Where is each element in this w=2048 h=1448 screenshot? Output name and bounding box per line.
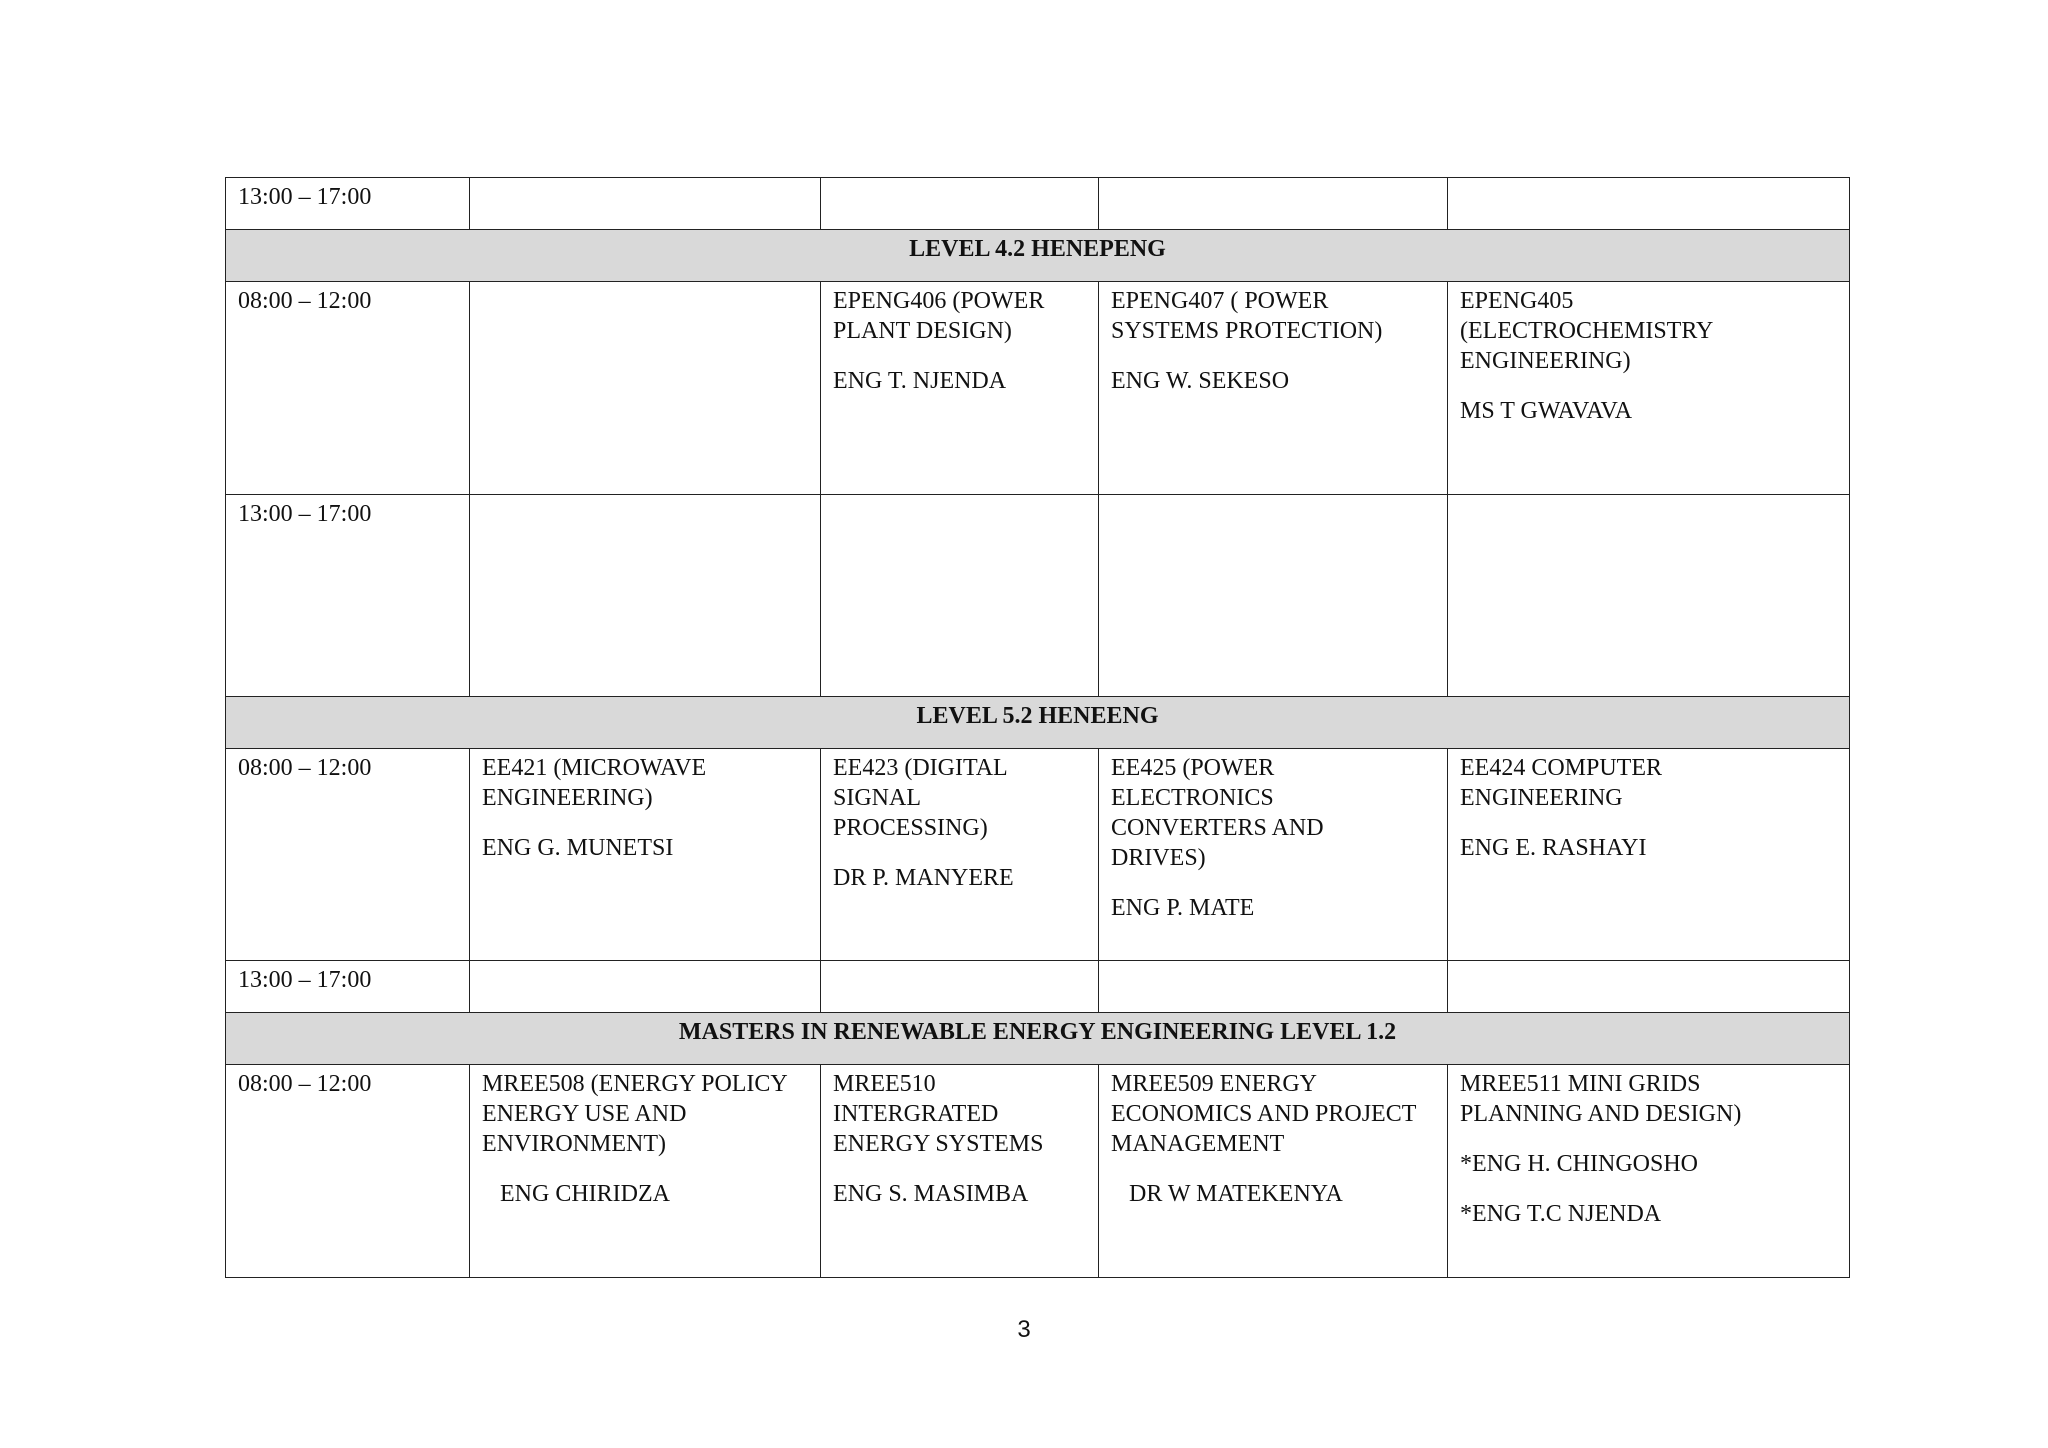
exam-cell xyxy=(1099,282,1448,495)
table-row xyxy=(226,282,1850,495)
course-name: EE424 COMPUTER ENGINEERING xyxy=(1460,755,1663,811)
lecturer-name: ENG T. NJENDA xyxy=(833,368,1007,394)
empty-cell xyxy=(1099,178,1448,230)
empty-cell xyxy=(1099,961,1448,1013)
lecturer-name: ENG S. MASIMBA xyxy=(833,1181,1029,1207)
course-name: EPENG406 (POWER PLANT DESIGN) xyxy=(833,288,1045,344)
lecturer-name: *ENG T.C NJENDA xyxy=(1460,1201,1662,1227)
lecturer-name: ENG CHIRIDZA xyxy=(500,1181,670,1207)
time-cell: 13:00 – 17:00 xyxy=(226,178,470,230)
course-name: EPENG405 (ELECTROCHEMISTRY ENGINEERING) xyxy=(1460,288,1714,374)
course-name: MREE508 (ENERGY POLICY ENERGY USE AND ENVIRONMENT) xyxy=(482,1071,788,1157)
time-cell: 13:00 – 17:00 xyxy=(226,961,470,1013)
empty-cell xyxy=(470,961,821,1013)
table-row xyxy=(226,749,1850,961)
course-name: MREE511 MINI GRIDS PLANNING AND DESIGN) xyxy=(1460,1071,1742,1127)
empty-cell xyxy=(1448,961,1850,1013)
time-cell: 13:00 – 17:00 xyxy=(226,495,470,697)
exam-cell xyxy=(821,282,1099,495)
section-title: LEVEL 5.2 HENEENG xyxy=(226,697,1850,749)
time-cell: 08:00 – 12:00 xyxy=(226,282,470,495)
table-row xyxy=(226,178,1850,230)
lecturer-name: ENG G. MUNETSI xyxy=(482,835,674,861)
course-name: MREE510 INTERGRATED ENERGY SYSTEMS xyxy=(833,1071,1044,1157)
empty-cell xyxy=(470,178,821,230)
empty-cell xyxy=(1448,178,1850,230)
lecturer-name: DR P. MANYERE xyxy=(833,865,1014,891)
section-header-row xyxy=(226,1013,1850,1065)
empty-cell xyxy=(470,282,821,495)
page-number: 3 xyxy=(1017,1316,1031,1343)
empty-cell xyxy=(821,178,1099,230)
course-name: EE423 (DIGITAL SIGNAL PROCESSING) xyxy=(833,755,1008,841)
empty-cell xyxy=(470,495,821,697)
lecturer-name: DR W MATEKENYA xyxy=(1129,1181,1343,1207)
exam-timetable xyxy=(225,177,1850,1278)
section-title: MASTERS IN RENEWABLE ENERGY ENGINEERING LEVEL 1.2 xyxy=(226,1013,1850,1065)
lecturer-name: ENG W. SEKESO xyxy=(1111,368,1290,394)
section-header-row xyxy=(226,697,1850,749)
empty-cell xyxy=(1448,495,1850,697)
lecturer-name: ENG P. MATE xyxy=(1111,895,1255,921)
section-title: LEVEL 4.2 HENEPENG xyxy=(226,230,1850,282)
exam-cell xyxy=(470,1065,821,1278)
table-row xyxy=(226,495,1850,697)
exam-cell xyxy=(1099,1065,1448,1278)
exam-cell xyxy=(1448,1065,1850,1278)
exam-cell xyxy=(821,1065,1099,1278)
lecturer-name: MS T GWAVAVA xyxy=(1460,398,1633,424)
exam-cell xyxy=(821,749,1099,961)
lecturer-name: ENG E. RASHAYI xyxy=(1460,835,1647,861)
time-cell: 08:00 – 12:00 xyxy=(226,749,470,961)
lecturer-name: *ENG H. CHINGOSHO xyxy=(1460,1151,1698,1177)
exam-cell xyxy=(1448,282,1850,495)
empty-cell xyxy=(821,961,1099,1013)
section-header-row xyxy=(226,230,1850,282)
table-row xyxy=(226,1065,1850,1278)
exam-cell xyxy=(470,749,821,961)
time-cell: 08:00 – 12:00 xyxy=(226,1065,470,1278)
empty-cell xyxy=(821,495,1099,697)
exam-cell xyxy=(1099,749,1448,961)
table-row xyxy=(226,961,1850,1013)
course-name: EE425 (POWER ELECTRONICS CONVERTERS AND DRIVES) xyxy=(1111,755,1324,871)
exam-cell xyxy=(1448,749,1850,961)
course-name: MREE509 ENERGY ECONOMICS AND PROJECT MANAGEMENT xyxy=(1111,1071,1417,1157)
course-name: EE421 (MICROWAVE ENGINEERING) xyxy=(482,755,707,811)
course-name: EPENG407 ( POWER SYSTEMS PROTECTION) xyxy=(1111,288,1383,344)
empty-cell xyxy=(1099,495,1448,697)
